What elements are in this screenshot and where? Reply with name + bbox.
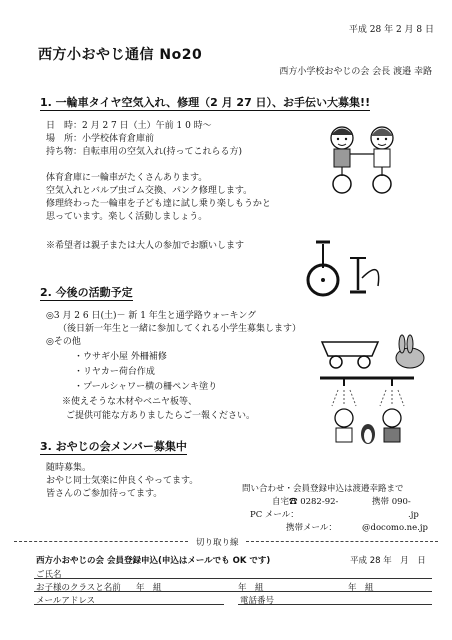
section3-body-3: 皆さんのご参加待ってます。 <box>46 489 163 499</box>
wagon-rabbit-illustration <box>318 332 438 372</box>
form-grade-1: 年 組 <box>136 583 162 593</box>
issue-date: 平成 28 年 2 月 8 日 <box>348 25 434 35</box>
plan-bullet-2: ・リヤカー荷台作成 <box>74 367 155 377</box>
form-child-label: お子様のクラスと名前 <box>36 583 121 593</box>
form-phone-label: 電話番号 <box>240 596 275 606</box>
contact-pc-mail-label: PC メール： <box>250 510 299 520</box>
section3-body-1: 随時募集。 <box>46 463 92 473</box>
plan-note-2: ご提供可能な方ありましたらご一報ください。 <box>66 411 256 421</box>
form-title: 西方小おやじの会 会員登録申込(申込はメールでも OK です) <box>36 556 271 566</box>
section1-body-3: 修理終わった一輪車を子ども達に試し乗り楽しもうかと <box>46 199 271 209</box>
event-place: 場 所：小学校体育倉庫前 <box>46 134 155 144</box>
form-name-label: ご氏名 <box>36 570 62 580</box>
form-name-field[interactable] <box>34 578 432 579</box>
cut-line-right <box>246 541 438 542</box>
contact-pc-mail-value: .jp <box>408 510 419 520</box>
plan-item-1: ◎3 月 2 6 日(土)－ 新 1 年生と通学路ウォーキング <box>46 311 257 321</box>
contact-heading: 問い合わせ・会員登録申込は渡邉幸路まで <box>242 484 404 494</box>
form-child-field[interactable] <box>34 591 432 592</box>
form-phone-field[interactable] <box>238 604 432 605</box>
event-items: 持ち物：自転車用の空気入れ(持ってこれらる方) <box>46 147 243 157</box>
contact-mobile-phone: 携帯 090- <box>372 497 411 507</box>
plan-note-1: ※使えそうな木材やベニヤ板等、 <box>62 397 198 407</box>
plan-item-1-sub: （後日新一年生と一緒に参加してくれる小学生募集します） <box>58 324 302 334</box>
section3-body-2: おやじ同士気楽に仲良くやってます。 <box>46 476 199 486</box>
form-email-label: メールアドレス <box>36 596 96 606</box>
section1-body-4: 思っています。楽しく活動しましょう。 <box>46 212 208 222</box>
form-grade-2: 年 組 <box>238 583 264 593</box>
section3-heading: 3. おやじの会メンバー募集中 <box>40 440 187 453</box>
event-date: 日 時：2 月 2 7 日（土）午前 1 0 時～ <box>46 121 212 131</box>
cut-line-left <box>14 541 188 542</box>
shower-kids-illustration <box>314 372 424 452</box>
unicycle-pump-illustration <box>290 238 400 298</box>
section2-heading: 2. 今後の活動予定 <box>40 286 133 299</box>
cut-line-label: 切り取り線 <box>196 538 239 548</box>
section1-body-1: 体育倉庫に一輪車がたくさんあります。 <box>46 173 208 183</box>
form-date: 平成 28 年 月 日 <box>350 556 426 566</box>
plan-bullet-3: ・プールシャワー横の柵ペンキ塗り <box>74 382 218 392</box>
contact-mobile-mail-label: 携帯メール： <box>286 523 337 533</box>
plan-other: ◎その他 <box>46 337 81 347</box>
form-email-field[interactable] <box>34 604 224 605</box>
plan-bullet-1: ・ウサギ小屋 外柵補修 <box>74 352 167 362</box>
form-grade-3: 年 組 <box>348 583 374 593</box>
section1-note: ※希望者は親子または大人の参加でお願いします <box>46 241 245 251</box>
unicycle-kids-illustration <box>312 118 412 198</box>
contact-mobile-mail-value: @docomo.ne.jp <box>362 523 428 533</box>
author-line: 西方小学校おやじの会 会長 渡邉 幸路 <box>279 67 432 77</box>
newsletter-title: 西方小おやじ通信 No20 <box>38 47 203 63</box>
section1-heading: 1. 一輪車タイヤ空気入れ、修理（2 月 27 日）、お手伝い大募集!! <box>40 96 371 109</box>
contact-home-phone: 自宅☎ 0282-92- <box>272 497 339 507</box>
section1-body-2: 空気入れとバルブ虫ゴム交換、パンク修理します。 <box>46 186 253 196</box>
